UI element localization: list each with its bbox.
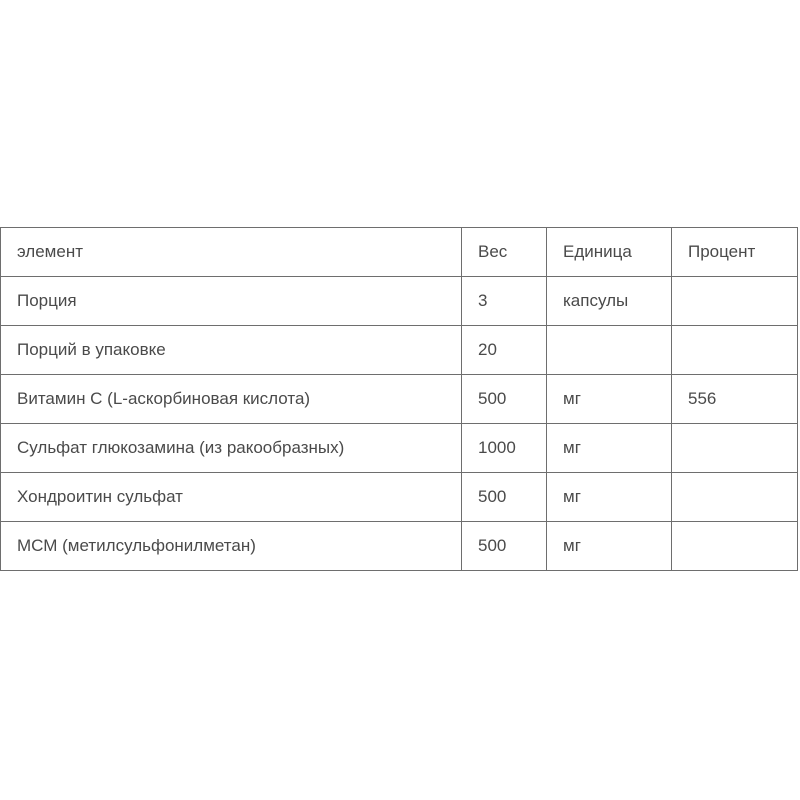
cell-percent [672, 522, 798, 571]
table-row [1, 326, 798, 375]
table-row [1, 424, 798, 473]
cell-weight: 1000 [462, 424, 547, 473]
nutrition-table [0, 227, 798, 571]
cell-unit [547, 326, 672, 375]
cell-unit: капсулы [547, 277, 672, 326]
cell-element: Витамин С (L-аскорбиновая кислота) [1, 375, 462, 424]
cell-weight: 20 [462, 326, 547, 375]
header-weight: Вес [462, 228, 547, 277]
cell-weight: 500 [462, 473, 547, 522]
cell-element: Порций в упаковке [1, 326, 462, 375]
cell-percent [672, 277, 798, 326]
cell-unit: мг [547, 473, 672, 522]
cell-element: Хондроитин сульфат [1, 473, 462, 522]
cell-weight: 3 [462, 277, 547, 326]
cell-weight: 500 [462, 522, 547, 571]
cell-percent [672, 424, 798, 473]
table-row [1, 522, 798, 571]
cell-weight: 500 [462, 375, 547, 424]
table-header-row [1, 228, 798, 277]
cell-unit: мг [547, 424, 672, 473]
header-element: элемент [1, 228, 462, 277]
cell-percent [672, 473, 798, 522]
cell-percent [672, 326, 798, 375]
table-row [1, 375, 798, 424]
cell-percent: 556 [672, 375, 798, 424]
cell-unit: мг [547, 522, 672, 571]
header-unit: Единица [547, 228, 672, 277]
header-percent: Процент [672, 228, 798, 277]
cell-unit: мг [547, 375, 672, 424]
table-row [1, 277, 798, 326]
cell-element: МСМ (метилсульфонилметан) [1, 522, 462, 571]
table-row [1, 473, 798, 522]
cell-element: Порция [1, 277, 462, 326]
cell-element: Сульфат глюкозамина (из ракообразных) [1, 424, 462, 473]
